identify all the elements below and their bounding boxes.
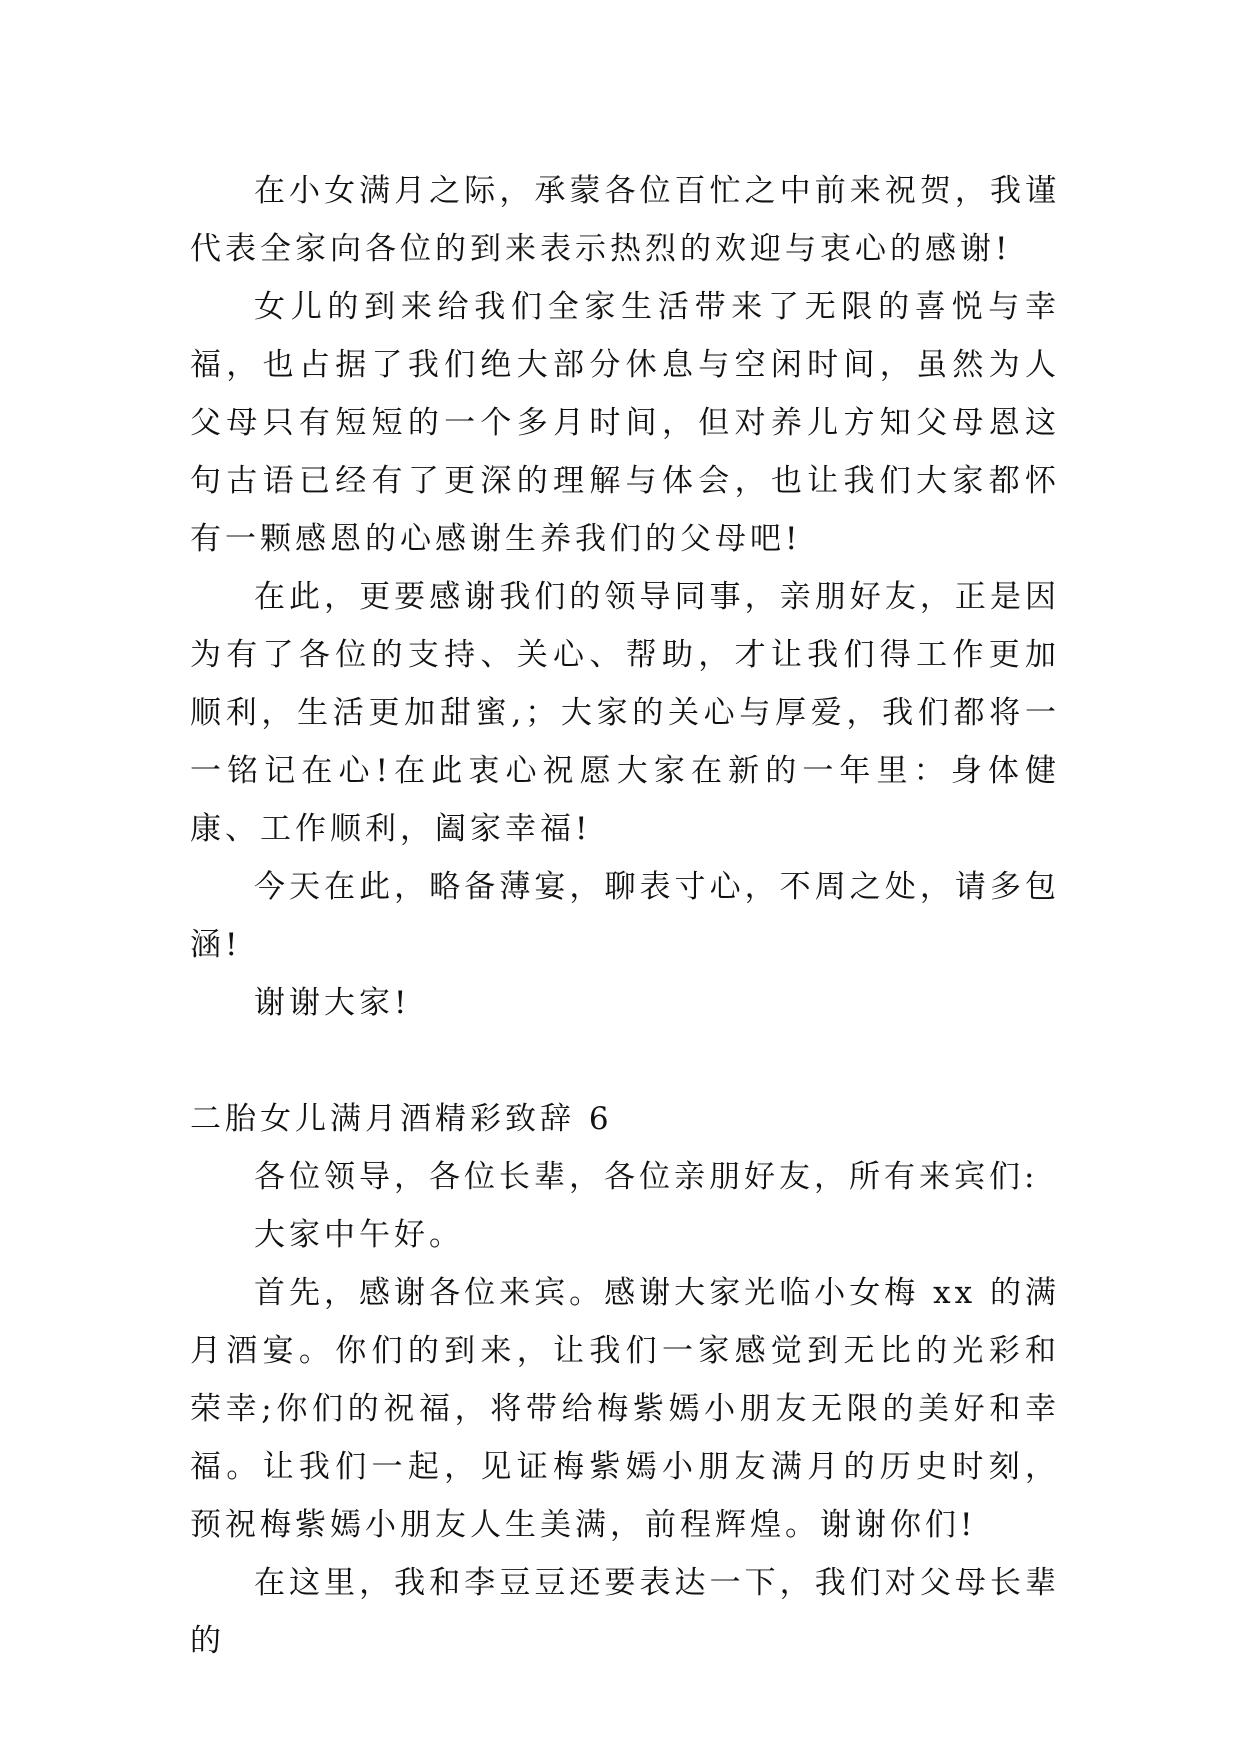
section-heading: 二胎女儿满月酒精彩致辞 6 (190, 1101, 613, 1137)
paragraph: 今天在此，略备薄宴，聊表寸心，不周之处，请多包涵! (190, 869, 1060, 963)
paragraph: 女儿的到来给我们全家生活带来了无限的喜悦与幸福，也占据了我们绝大部分休息与空闲时间，虽然为人父母只有短短的一个多月时间，但对养儿方知父母恩这句古语已经有了更深的理解与体会，也让我们大家都怀有一颗感恩的心感谢生养我们的父母吧! (190, 289, 1060, 557)
document-body (190, 162, 1060, 1670)
blank-line (190, 1032, 1060, 1090)
paragraph: 大家中午好。 (254, 1217, 464, 1253)
paragraph: 在小女满月之际，承蒙各位百忙之中前来祝贺，我谨代表全家向各位的到来表示热烈的欢迎与衷心的感谢! (190, 173, 1060, 267)
paragraph: 各位领导，各位长辈，各位亲朋好友，所有来宾们: (254, 1159, 1039, 1195)
paragraph: 在这里，我和李豆豆还要表达一下，我们对父母长辈的 (190, 1565, 1060, 1659)
paragraph: 首先，感谢各位来宾。感谢大家光临小女梅 xx 的满月酒宴。你们的到来，让我们一家感觉到无比的光彩和荣幸;你们的祝福，将带给梅紫嫣小朋友无限的美好和幸福。让我们一起，见证梅紫嫣小朋友满月的历史时刻，预祝梅紫嫣小朋友人生美满，前程辉煌。谢谢你们! (190, 1275, 1060, 1543)
paragraph: 在此，更要感谢我们的领导同事，亲朋好友，正是因为有了各位的支持、关心、帮助，才让我们得工作更加顺利，生活更加甜蜜,；大家的关心与厚爱，我们都将一一铭记在心!在此衷心祝愿大家在新的一年里：身体健康、工作顺利，阖家幸福! (190, 579, 1060, 847)
paragraph: 谢谢大家! (254, 985, 411, 1021)
